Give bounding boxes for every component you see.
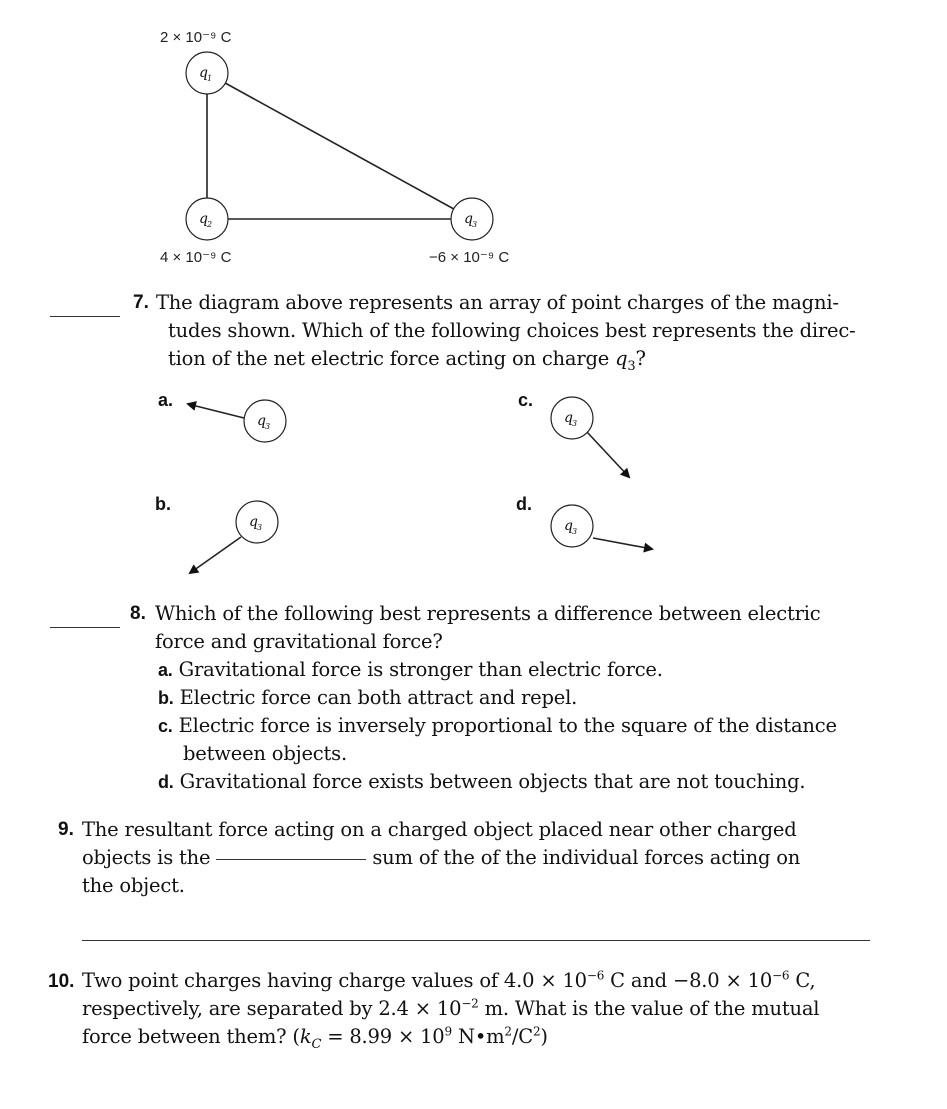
question-number-7: 7. [133,292,149,313]
svg-text:3: 3 [265,422,271,431]
charge-q1 [186,52,228,94]
question-8-text: Which of the following best represents a difference between electric force and gravitational force? [155,602,821,653]
answer-blank-q9-inline[interactable] [216,859,366,860]
question-10-text: Two point charges having charge values of $4.0 \times 10^{-6}$ C and $-8.0 \times 10^{-6}$ C, respectively, are separated by $2.4 \times 10^{-2}$ m. What is the value of the mutual force between them? ($k_C = 8.99 \times 10^9$ $N•m^2/C^2$) [82,968,820,1052]
charge-q3 [451,198,493,240]
svg-text:2: 2 [207,220,213,229]
question-number-9: 9. [58,819,74,840]
option-b-label[interactable]: b. [155,494,171,514]
question-number-10: 10. [48,971,75,992]
svg-text:3: 3 [572,419,578,428]
answer-blank-q8[interactable] [50,627,120,628]
svg-text:q: q [464,211,473,227]
charge-value-q1: 2 × 10⁻⁹ C [160,29,232,46]
svg-text:1: 1 [207,74,213,83]
option-b-figure [190,501,278,573]
question-number-8: 8. [130,603,146,624]
question-9-text: The resultant force acting on a charged object placed near other charged objects is the sum of the of the individual forces acting on the object. [82,818,801,897]
q8-option-d[interactable]: d. Gravitational force exists between objects that are not touching. [158,770,806,793]
q8-option-c[interactable]: c. Electric force is inversely proportional to the square of the distance [158,714,837,737]
option-a-figure [188,400,286,442]
charge-value-q3: −6 × 10⁻⁹ C [429,249,510,266]
answer-line-q9[interactable] [82,940,870,941]
charge-q2 [186,198,228,240]
charge-value-q2: 4 × 10⁻⁹ C [160,249,232,266]
svg-text:q: q [564,518,573,534]
option-c-figure [551,397,629,477]
option-a-label[interactable]: a. [158,390,174,410]
option-d-figure [551,505,652,549]
option-d-label[interactable]: d. [516,494,532,514]
question-7-text: The diagram above represents an array of point charges of the magni- tudes shown. Which of the following choices best represents the direc- tion of the net electric force acting on charge $q_3$? [156,291,856,374]
svg-text:q: q [564,410,573,426]
q8-option-c-continued: between objects. [183,742,347,765]
svg-text:q: q [257,413,266,429]
svg-text:3: 3 [472,220,478,229]
q8-option-a[interactable]: a. Gravitational force is stronger than electric force. [158,658,663,681]
svg-text:3: 3 [572,527,578,536]
svg-text:q: q [199,211,208,227]
option-c-label[interactable]: c. [518,390,534,410]
svg-text:q: q [249,514,258,530]
svg-text:3: 3 [257,523,263,532]
q8-option-b[interactable]: b. Electric force can both attract and repel. [158,686,578,709]
edge-q1-q3 [207,73,472,219]
answer-blank-q7[interactable] [50,316,120,317]
svg-text:q: q [199,65,208,81]
